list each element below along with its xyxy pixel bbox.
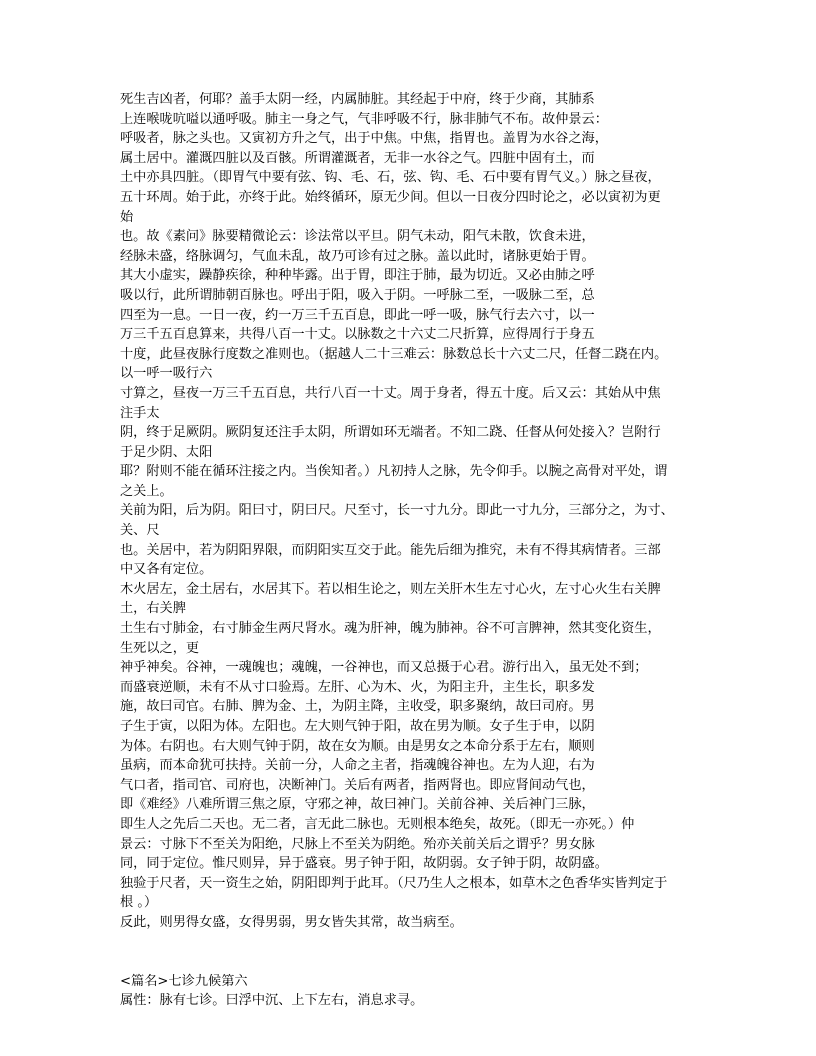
text-line: 十度，此昼夜脉行度数之准则也。（据越人二十三难云：脉数总长十六丈二尺，任督二跷在内。 [120, 346, 668, 362]
catalog-line: <篇名>七诊九候第六 [120, 973, 248, 989]
text-line: 土中亦具四脏。（即胃气中要有弦、钩、毛、石，弦、钩、毛、石中要有胃气义。）脉之昼夜， [120, 170, 661, 186]
text-line: 独验于尺者，天一资生之始，阴阳即判于此耳。（尺乃生人之根本，如草木之色香华实皆判定于 [120, 875, 668, 891]
text-line: 生死以之，更 [120, 640, 200, 656]
text-line: 寸算之，昼夜一万三千五百息，共行八百一十丈。周于身者，得五十度。后又云：其始从中焦 [120, 385, 661, 401]
text-line: 土，右关脾 [120, 601, 186, 617]
text-line: 虽病，而本命犹可扶持。关前一分，人命之主者，指魂魄谷神也。左为人迎，右为 [120, 758, 595, 774]
text-line: 也。关居中，若为阴阳界限，而阴阳实互交于此。能先后细为推究，未有不得其病情者。三部 [120, 542, 661, 558]
text-line: 关前为阳，后为阴。阳曰寸，阴曰尺。尺至寸，长一寸九分。即此一寸九分，三部分之，为寸、 [120, 503, 674, 519]
text-line: 其大小虚实，躁静疾徐，种种毕露。出于胃，即注于肺，最为切近。又必由肺之呼 [120, 268, 595, 284]
document-page [120, 90, 698, 1031]
text-line: 呼吸者，脉之头也。又寅初方升之气，出于中焦。中焦，指胃也。盖胃为水谷之海， [120, 131, 608, 147]
text-line: 根 。） [120, 895, 158, 911]
text-line: 神乎神矣。谷神，一魂魄也；魂魄，一谷神也，而又总摄于心君。游行出入，虽无处不到； [120, 660, 648, 676]
text-line: 关、尺 [120, 523, 160, 539]
text-line: 气口者，指司官、司府也，决断神门。关后有两者，指两肾也。即应肾间动气也， [120, 777, 595, 793]
text-line: 之关上。 [120, 483, 173, 499]
section-title-line: 属性：脉有七诊。曰浮中沉、上下左右，消息求寻。 [120, 993, 424, 1009]
text-line: 也。故《素问》脉要精微论云：诊法常以平旦。阴气未动，阳气未散，饮食未进， [120, 229, 595, 245]
text-line: 吸以行，此所谓肺朝百脉也。呼出于阳，吸入于阴。一呼脉二至，一吸脉二至，总 [120, 287, 595, 303]
text-line: 五十环周。始于此，亦终于此。始终循环，原无少间。但以一日夜分四时论之，必以寅初为更 [120, 189, 661, 205]
text-line: 景云：寸脉下不至关为阳绝，尺脉上不至关为阴绝。殆亦关前关后之谓乎？男女脉 [120, 836, 595, 852]
text-line: 耶？附则不能在循环注接之内。当俟知者。）凡初持人之脉，先令仰手。以腕之高骨对平处，谓 [120, 464, 668, 480]
text-line: 万三千五百息算来，共得八百一十丈。以脉数之十六丈二尺折算，应得周行于身五 [120, 327, 595, 343]
text-line: 四至为一息。一日一夜，约一万三千五百息，即此一呼一吸，脉气行去六寸，以一 [120, 307, 595, 323]
text-line: 上连喉咙吭嗌以通呼吸。肺主一身之气，气非呼吸不行，脉非肺气不布。故仲景云： [120, 111, 608, 127]
text-line [120, 933, 698, 953]
text-line: 死生吉凶者，何耶？盖手太阴一经，内属肺脏。其经起于中府，终于少商，其肺系 [120, 92, 595, 107]
text-line: 于足少阴、太阳 [120, 444, 213, 460]
text-line: 土生右寸肺金，右寸肺金生两尺肾水。魂为肝神，魄为肺神。谷不可言脾神，然其变化资生， [120, 621, 661, 637]
text-line: 经脉未盛，络脉调匀，气血未乱，故乃可诊有过之脉。盖以此时，诸脉更始于胃。 [120, 248, 595, 264]
text-line: 注手太 [120, 405, 160, 421]
text-line: 而盛衰逆顺，未有不从寸口验焉。左肝、心为木、火，为阳主升，主生长，职多发 [120, 679, 595, 695]
text-line: 同，同于定位。惟尺则异，异于盛衰。男子钟于阳，故阴弱。女子钟于阴，故阴盛。 [120, 856, 608, 872]
text-line: 反此，则男得女盛，女得男弱，男女皆失其常，故当病至。 [120, 914, 463, 930]
text-line: 阴，终于足厥阴。厥阴复还注手太阴，所谓如环无端者。不知二跷、任督从何处接入？岂附行 [120, 425, 661, 441]
attribute-line [120, 1011, 698, 1031]
text-line: 属土居中。灌溉四脏以及百骸。所谓灌溉者，无非一水谷之气。四脏中固有土，而 [120, 150, 595, 166]
text-line: 即生人之先后二天也。无二者，言无此二脉也。无则根本绝矣，故死。（即无一亦死。）仲 [120, 816, 635, 832]
text-line: 木火居左，金土居右，水居其下。若以相生论之，则左关肝木生左寸心火，左寸心火生右关脾 [120, 581, 661, 597]
text-line: 始 [120, 209, 134, 225]
text-line: 为体。右阴也。右大则气钟于阴，故在女为顺。由是男女之本命分系于左右，顺则 [120, 738, 595, 754]
paragraph-gap [120, 952, 698, 972]
text-line: 中又各有定位。 [120, 562, 213, 578]
text-line: 施，故曰司官。右肺、脾为金、土，为阴主降，主收受，职多聚纳，故曰司府。男 [120, 699, 595, 715]
text-line: 子生于寅，以阳为体。左阳也。左大则气钟于阳，故在男为顺。女子生于申，以阴 [120, 719, 595, 734]
text-line: 以一呼一吸行六 [120, 366, 213, 382]
text-line: 即《难经》八难所谓三焦之原，守邪之神，故曰神门。关前谷神、关后神门三脉， [120, 797, 595, 813]
